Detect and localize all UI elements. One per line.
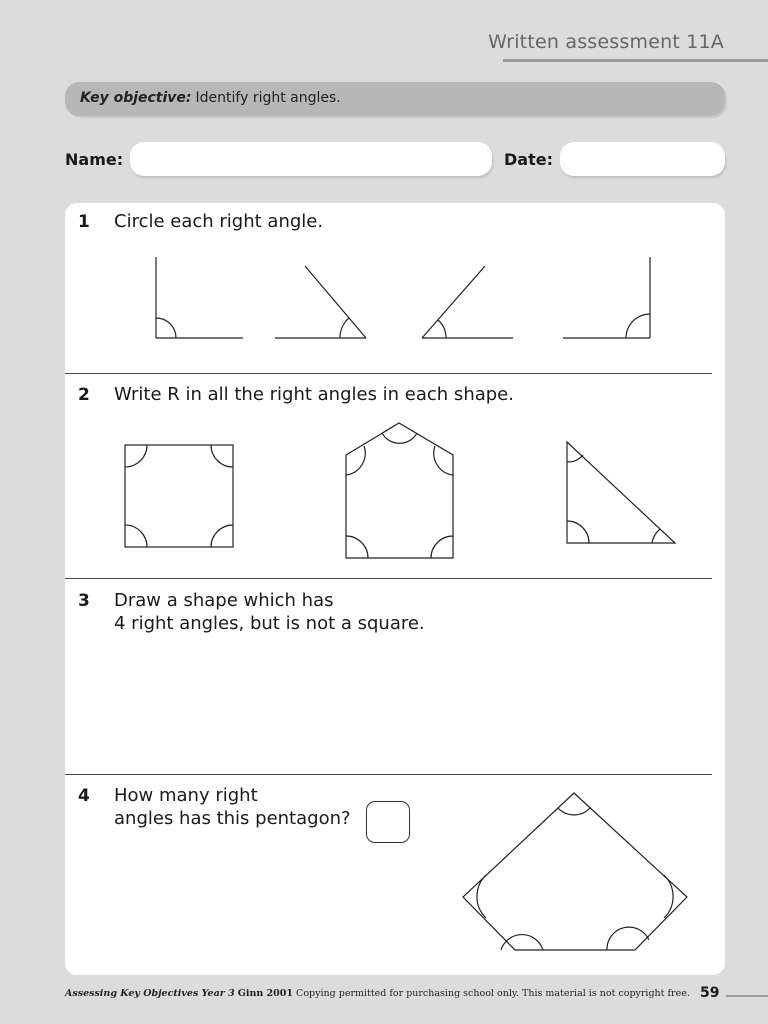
- footer-divider: [726, 995, 768, 997]
- footer-publisher: Ginn 2001: [237, 988, 294, 999]
- pentagon-shape: [463, 793, 687, 950]
- question-2-text: Write R in all the right angles in each shape.: [114, 384, 514, 405]
- question-1-number: 1: [78, 212, 90, 232]
- assessment-title: Written assessment 11A: [488, 31, 724, 53]
- key-objective-label: Key objective:: [80, 90, 192, 106]
- footer-credit: [65, 988, 690, 999]
- footer-copyright-note: Copying permitted for purchasing school only. This material is not copyright free.: [296, 988, 690, 999]
- question-1-text: Circle each right angle.: [114, 211, 324, 232]
- key-objective-text: Identify right angles.: [195, 90, 341, 106]
- question-3-number: 3: [78, 591, 90, 611]
- question-4-text: How many right angles has this pentagon?: [114, 785, 351, 829]
- footer-publication: Assessing Key Objectives Year 3: [65, 988, 235, 999]
- name-label: Name:: [65, 150, 124, 169]
- page-number: 59: [700, 985, 720, 1001]
- question-3-text: Draw a shape which has 4 right angles, but is not a square.: [114, 590, 425, 634]
- question-2-number: 2: [78, 385, 90, 405]
- question-4-number: 4: [78, 786, 90, 806]
- date-label: Date:: [504, 150, 553, 169]
